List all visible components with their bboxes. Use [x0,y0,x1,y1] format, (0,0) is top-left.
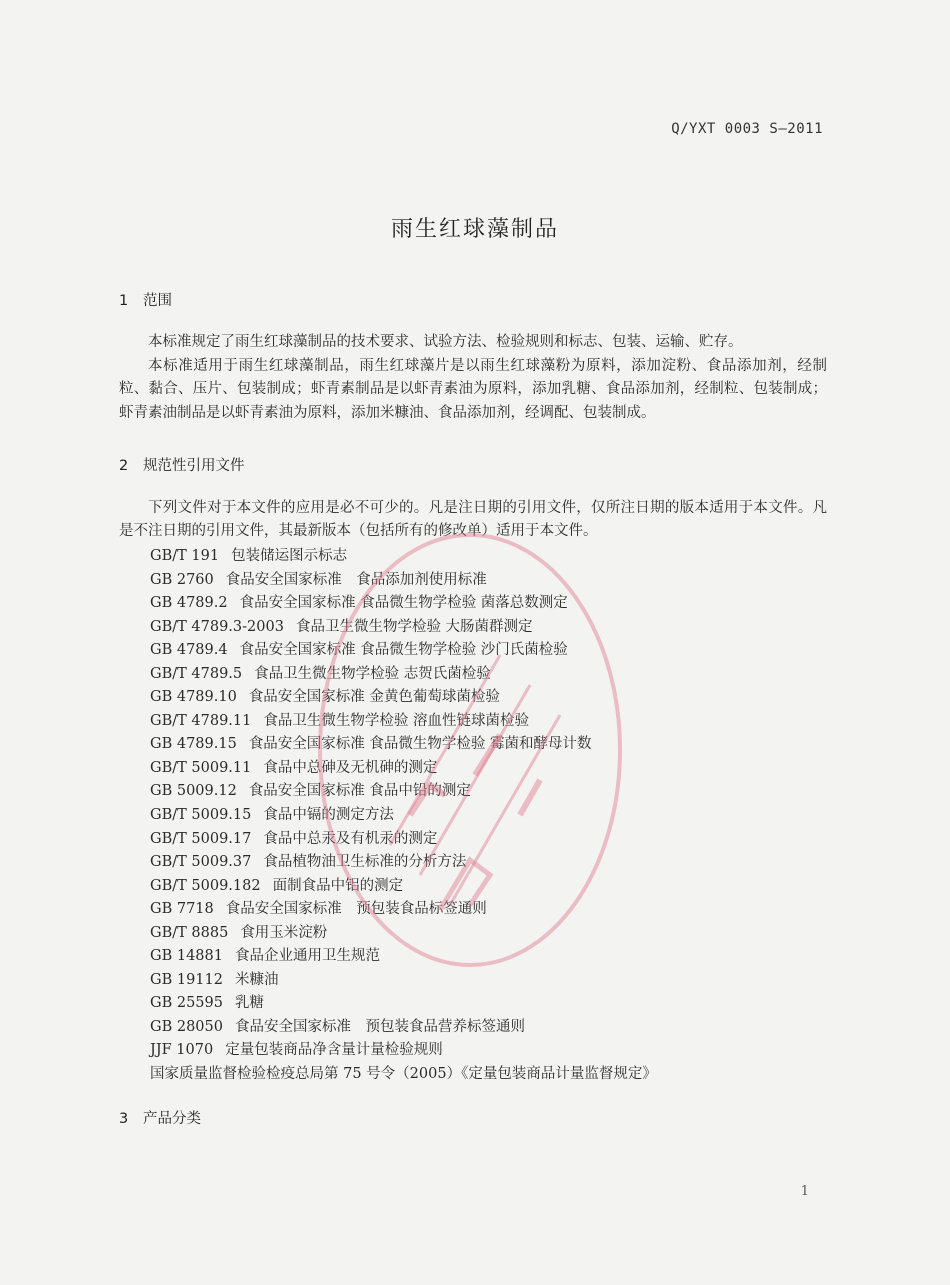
section-title: 产品分类 [143,1111,201,1127]
reference-item: GB/T 5009.11 食品中总砷及无机砷的测定 [150,759,438,776]
reference-item: 国家质量监督检验检疫总局第 75 号令（2005）《定量包装商品计量监督规定》 [150,1066,657,1083]
reference-item: GB 4789.15 食品安全国家标准 食品微生物学检验 霉菌和酵母计数 [150,736,592,753]
reference-item: GB/T 4789.11 食品卫生微生物学检验 溶血性链球菌检验 [150,712,529,729]
reference-item: GB/T 4789.5 食品卫生微生物学检验 志贺氏菌检验 [150,665,491,682]
section-3-heading [119,1107,201,1128]
reference-item: GB/T 191 包装储运图示标志 [150,548,348,564]
section-number: 1 [119,293,129,309]
section-title: 规范性引用文件 [143,458,245,474]
reference-item: GB 4789.2 食品安全国家标准 食品微生物学检验 菌落总数测定 [150,595,568,612]
reference-item: GB 19112 米糠油 [150,971,279,988]
reference-item: GB/T 5009.182 面制食品中铝的测定 [150,877,404,894]
reference-item: GB/T 4789.3-2003 食品卫生微生物学检验 大肠菌群测定 [150,618,533,635]
section-1-paragraph-1: 本标准规定了雨生红球藻制品的技术要求、试验方法、检验规则和标志、包装、运输、贮存。 [148,334,743,350]
page-number: 1 [800,1184,809,1199]
reference-item: JJF 1070 定量包装商品净含量计量检验规则 [150,1042,443,1059]
standard-code: Q/YXT 0003 S—2011 [671,121,823,137]
reference-item: GB 28050 食品安全国家标准 预包装食品营养标签通则 [150,1018,525,1035]
section-number: 2 [119,458,129,474]
section-1-heading [119,289,172,310]
section-1-paragraph-2: 本标准适用于雨生红球藻制品，雨生红球藻片是以雨生红球藻粉为原料，添加淀粉、食品添加剂，经制粒、黏合、压片、包装制成；虾青素制品是以虾青素油为原料，添加乳糖、食品添加剂，经制粒、包装制成；虾青素油制品是以虾青素油为原料，添加米糠油、食品添加剂，经调配、包装制成。 [119,358,827,421]
section-2-heading [119,454,245,475]
reference-item: GB 25595 乳糖 [150,995,264,1012]
reference-item: GB/T 5009.15 食品中镉的测定方法 [150,807,394,824]
reference-item: GB/T 8885 食用玉米淀粉 [150,924,328,941]
reference-item: GB 5009.12 食品安全国家标准 食品中铅的测定 [150,783,471,800]
section-2-paragraph-1: 下列文件对于本文件的应用是必不可少的。凡是注日期的引用文件，仅所注日期的版本适用于本文件。凡是不注日期的引用文件，其最新版本（包括所有的修改单）适用于本文件。 [119,500,827,540]
reference-item: GB 4789.10 食品安全国家标准 金黄色葡萄球菌检验 [150,689,500,706]
document-title: 雨生红球藻制品 [390,217,559,242]
reference-item: GB/T 5009.37 食品植物油卫生标准的分析方法 [150,854,467,871]
reference-list [150,545,657,1087]
reference-item: GB 14881 食品企业通用卫生规范 [150,948,380,965]
reference-item: GB 7718 食品安全国家标准 预包装食品标签通则 [150,901,487,918]
section-number: 3 [119,1111,129,1127]
reference-item: GB 2760 食品安全国家标准 食品添加剂使用标准 [150,571,487,588]
reference-item: GB/T 5009.17 食品中总汞及有机汞的测定 [150,830,438,847]
section-title: 范围 [143,293,172,309]
reference-item: GB 4789.4 食品安全国家标准 食品微生物学检验 沙门氏菌检验 [150,642,568,659]
